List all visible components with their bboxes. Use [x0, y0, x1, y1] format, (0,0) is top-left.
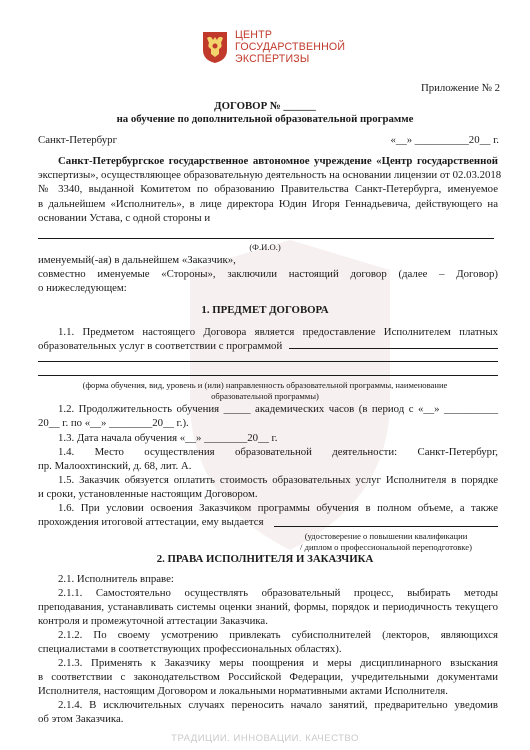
clause-1-5: [38, 473, 498, 501]
parties-line-2: совместно именуемые «Стороны», заключили настоящий договор (далее – Договор): [38, 268, 498, 281]
program-note-line-1: (форма обучения, вид, уровень и (или) направленность образовательной программы, наименование: [82, 380, 448, 390]
intro-line-2: экспертизы», осуществляющее образовательную деятельность на основании лицензии от 02.03.2018: [38, 169, 502, 182]
clause-1-1-line-2: образовательных услуг в соответствии с программой: [38, 340, 283, 353]
clause-2-1-2-line-1: 2.1.2. По своему усмотрению привлекать субисполнителей (лекторов, являющихся: [58, 629, 498, 641]
clause-1-3: [38, 431, 498, 445]
intro-line-1: Санкт-Петербургское государственное автономное учреждение «Центр государственной: [58, 155, 498, 167]
contract-date-blank: «__» __________20__ г.: [390, 134, 499, 146]
clause-2-1-1-line-2: преподавания, устанавливать системы оценки знаний, формы, порядок и периодичность текущего: [38, 601, 498, 614]
clause-2-1-2-line-2: специалистами в соответствующих профессиональных областях).: [38, 643, 342, 656]
program-name-blank-1: [289, 348, 498, 349]
city-label: Санкт-Петербург: [38, 134, 117, 146]
intro-paragraph: [38, 154, 502, 225]
section-2-heading: 2. ПРАВА ИСПОЛНИТЕЛЯ И ЗАКАЗЧИКА: [156, 553, 374, 565]
contract-title: ДОГОВОР № ______: [214, 100, 316, 112]
clause-1-2-line-2: 20__ г. по «__» ________20__ г.).: [38, 417, 189, 430]
appendix-label: Приложение № 2: [420, 82, 500, 94]
clause-2-1-1-line-1: 2.1.1. Самостоятельно осуществлять образовательный процесс, выбирать методы: [58, 587, 498, 599]
organization-logo: [201, 26, 351, 72]
clause-1-4: [38, 445, 498, 473]
clause-2-1-1-line-3: контроля и промежуточной аттестации Заказчика.: [38, 615, 268, 628]
clause-2-1-1: [38, 586, 498, 629]
fio-caption: (Ф.И.О.): [249, 242, 281, 252]
clause-1-1-line-1: 1.1. Предметом настоящего Договора является предоставление Исполнителем платных: [58, 326, 498, 338]
clause-1-4-line-2: пр. Малоохтинский, д. 68, лит. А.: [38, 460, 192, 473]
clause-1-5-line-2: и сроки, установленные настоящим Договором.: [38, 488, 258, 501]
intro-line-4: в дальнейшем «Исполнитель», в лице директора Юдин Игоря Геннадьевича, действующего на: [38, 197, 498, 210]
footer-watermark-text: ТРАДИЦИИ. ИННОВАЦИИ. КАЧЕСТВО: [171, 733, 359, 744]
parties-line-3: о нижеследующем:: [38, 282, 127, 295]
clause-2-1-3-line-2: в соответствии с законодательством Российской Федерации, учредительными документами: [38, 671, 498, 684]
clause-1-4-line-1: 1.4. Место осуществления образовательной деятельности: Санкт-Петербург,: [58, 446, 498, 458]
logo-line-2: ГОСУДАРСТВЕННОЙ: [235, 41, 346, 54]
clause-1-3-line-1: 1.3. Дата начала обучения «__» ________20__ г.: [58, 432, 278, 444]
clause-2-1-3-line-1: 2.1.3. Применять к Заказчику меры поощрения и меры дисциплинарного взыскания: [58, 657, 498, 669]
document-type-blank: [274, 526, 498, 527]
clause-1-1: [38, 325, 498, 353]
intro-line-3: № 3340, выданной Комитетом по образованию Правительства Санкт-Петербурга, именуемое: [38, 183, 498, 196]
section-1-heading: 1. ПРЕДМЕТ ДОГОВОРА: [201, 304, 329, 316]
clause-1-6-line-2: прохождения итоговой аттестации, ему выдается: [38, 516, 264, 529]
parties-line-1: именуемый(-ая) в дальнейшем «Заказчик»,: [38, 254, 236, 266]
intro-line-5: основании Устава, с одной стороны и: [38, 211, 211, 224]
customer-name-blank: [38, 238, 494, 239]
clause-2-1-3-line-3: Исполнителя, настоящим Договором и локальными нормативными актами Исполнителя.: [38, 685, 448, 698]
clause-2-1-2: [38, 628, 498, 656]
program-name-blank-3: [38, 375, 498, 376]
clause-2-1-3: [38, 656, 498, 699]
clause-1-2: [38, 402, 498, 430]
eagle-emblem-icon: [201, 30, 229, 64]
clause-2-1-4-line-2: об этом Заказчика.: [38, 713, 124, 726]
clause-2-1-line-1: 2.1. Исполнитель вправе:: [58, 573, 174, 585]
document-note-line-1: (удостоверение о повышении квалификации: [304, 531, 468, 541]
clause-1-2-line-1: 1.2. Продолжительность обучения _____ академических часов (в период с «__» __________: [58, 403, 498, 415]
clause-2-1-4: [38, 698, 498, 726]
logo-wordmark: [235, 29, 345, 66]
clause-1-5-line-1: 1.5. Заказчик обязуется оплатить стоимость образовательных услуг Исполнителя в порядке: [58, 474, 498, 486]
logo-line-3: ЭКСПЕРТИЗЫ: [235, 53, 310, 66]
program-name-blank-2: [38, 361, 498, 362]
contract-subtitle: на обучение по дополнительной образовательной программе: [116, 113, 414, 125]
parties-paragraph: [38, 253, 498, 296]
program-note-line-2: образовательной программы): [211, 391, 319, 401]
clause-2-1-4-line-1: 2.1.4. В исключительных случаях переносить начало занятий, предварительно уведомив: [58, 699, 498, 711]
document-note-line-2: / диплом о профессиональной переподготовке): [300, 542, 472, 552]
clause-1-6-line-1: 1.6. При условии освоения Заказчиком программы обучения в полном объеме, а также: [58, 502, 498, 514]
logo-line-1: ЦЕНТР: [235, 29, 273, 41]
clause-2-1: [38, 572, 498, 586]
